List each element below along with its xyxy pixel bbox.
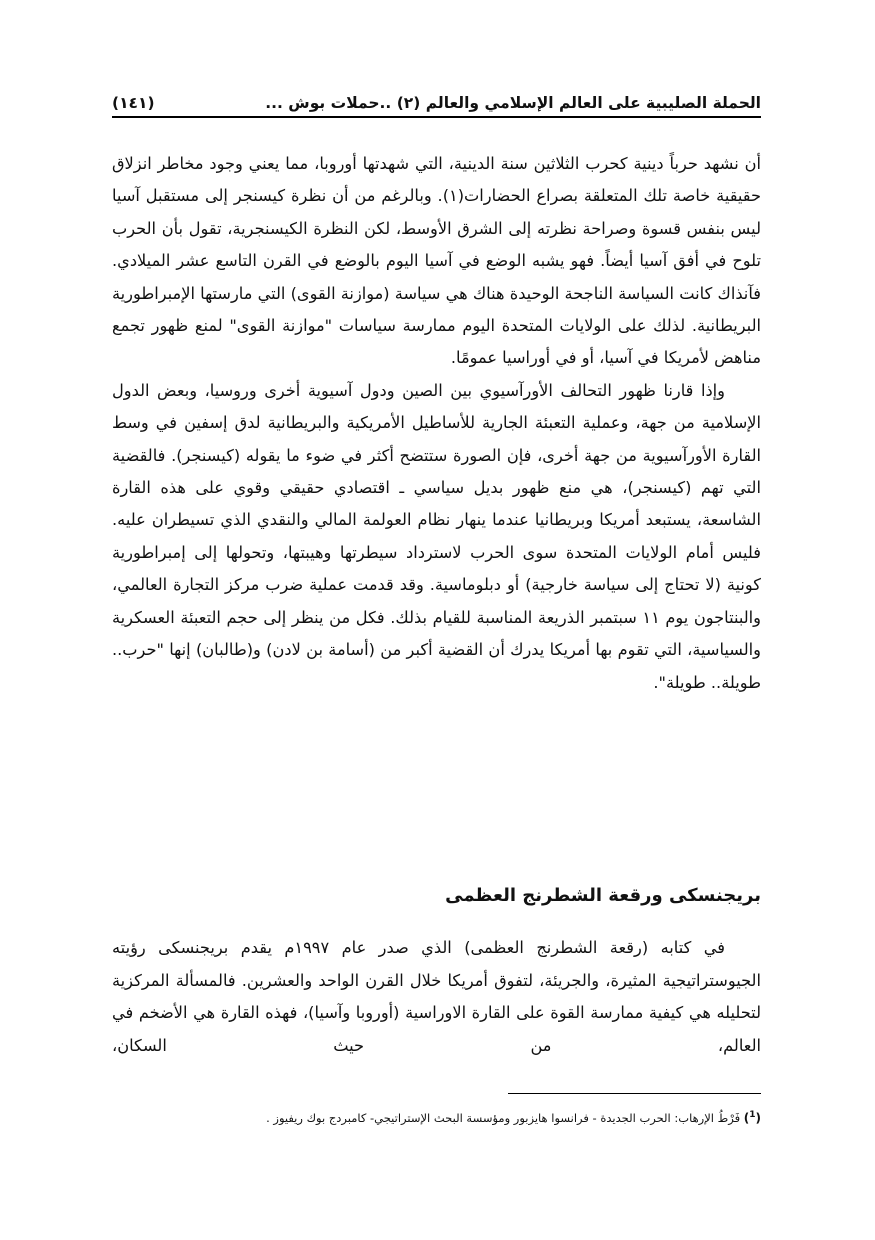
footnote-text: فَرْطُ الإرهاب: الحرب الجديدة - فرانسوا هايزبور ومؤسسة البحث الإستراتيجي- كامبردج بوك ريفيوز .: [266, 1111, 741, 1125]
page-number: (١٤١): [112, 94, 155, 112]
footnote-marker-open: (: [755, 1111, 761, 1125]
main-text: [112, 148, 761, 699]
running-header: [112, 88, 761, 118]
footnote-divider: [508, 1093, 761, 1094]
header-title: الحملة الصليبية على العالم الإسلامي والعالم (٢) ..حملات بوش ...: [265, 94, 761, 112]
footnote-marker-close: ): [743, 1111, 750, 1125]
section-paragraph: في كتابه (رقعة الشطرنج العظمى) الذي صدر عام ١٩٩٧م يقدم بريجنسكى رؤيته الجيوستراتيجية المثيرة، والجريئة، لتفوق أمريكا خلال القرن الواحد والعشرين. فالمسألة المركزية لتحليله هي كيفية ممارسة القوة على القارة الاوراسية (أوروبا وآسيا)، فهذه القارة هي الأضخم في العالم، من حيث السكان،: [112, 938, 761, 1055]
section-text: [112, 932, 761, 1062]
paragraph-2: وإذا قارنا ظهور التحالف الأورآسيوي بين الصين ودول آسيوية أخرى وروسيا، وبعض الدول الإسلامية من جهة، وعملية التعبئة الجارية للأساطيل الأمريكية والبريطانية لدق إسفين في وسط القارة الأورآسيوية من جهة أخرى، فإن الصورة ستتضح أكثر في ضوء ما يقوله (كيسنجر). فالقضية التي تهم (كيسنجر)، هي منع ظهور بديل سياسي ـ اقتصادي حقيقي وقوي على هذه القارة الشاسعة، يستبعد أمريكا وبريطانيا عندما ينهار نظام العولمة المالي والنقدي الذي تسيطران عليه. فليس أمام الولايات المتحدة سوى الحرب لاسترداد سيطرتها وهيبتها، وتحولها إلى إمبراطورية كونية (لا تحتاج إلى سياسة خارجية) أو دبلوماسية. وقد قدمت عملية ضرب مركز التجارة العالمي، والبنتاجون يوم ١١ سبتمبر الذريعة المناسبة للقيام بذلك. فكل من ينظر إلى حجم التعبئة العسكرية والسياسية، التي تقوم بها أمريكا يدرك أن القضية أكبر من (أسامة بن لادن) و(طالبان) إنها "حرب.. طويلة.. طويلة".: [112, 380, 761, 692]
section-heading: بريجنسكى ورقعة الشطرنج العظمى: [445, 885, 761, 906]
footnote-marker: [744, 1111, 761, 1125]
footnote: [112, 1106, 761, 1127]
paragraph-1: أن نشهد حرباً دينية كحرب الثلاثين سنة الدينية، التي شهدتها أوروبا، مما يعني وجود مخاطر انزلاق حقيقية خاصة تلك المتعلقة بصراع الحضارات(١). وبالرغم من أن نظرة كيسنجر إلى مستقبل آسيا ليس بنفس قسوة وصراحة نظرته إلى الشرق الأوسط، لكن النظرة الكيسنجرية، تقول بأن الحرب تلوح في أفق آسيا أيضاً. فهو يشبه الوضع في آسيا اليوم بالوضع في القرن التاسع عشر الميلادي. فآنذاك كانت السياسة الناجحة الوحيدة هناك هي سياسة (موازنة القوى) التي مارستها الإمبراطورية البريطانية. لذلك على الولايات المتحدة اليوم ممارسة سياسات "موازنة القوى" لمنع ظهور تجمع مناهض لأمريكا في آسيا، أو في أوراسيا عمومًا.: [112, 154, 761, 368]
footnote-marker-number: 1: [749, 1110, 756, 1120]
